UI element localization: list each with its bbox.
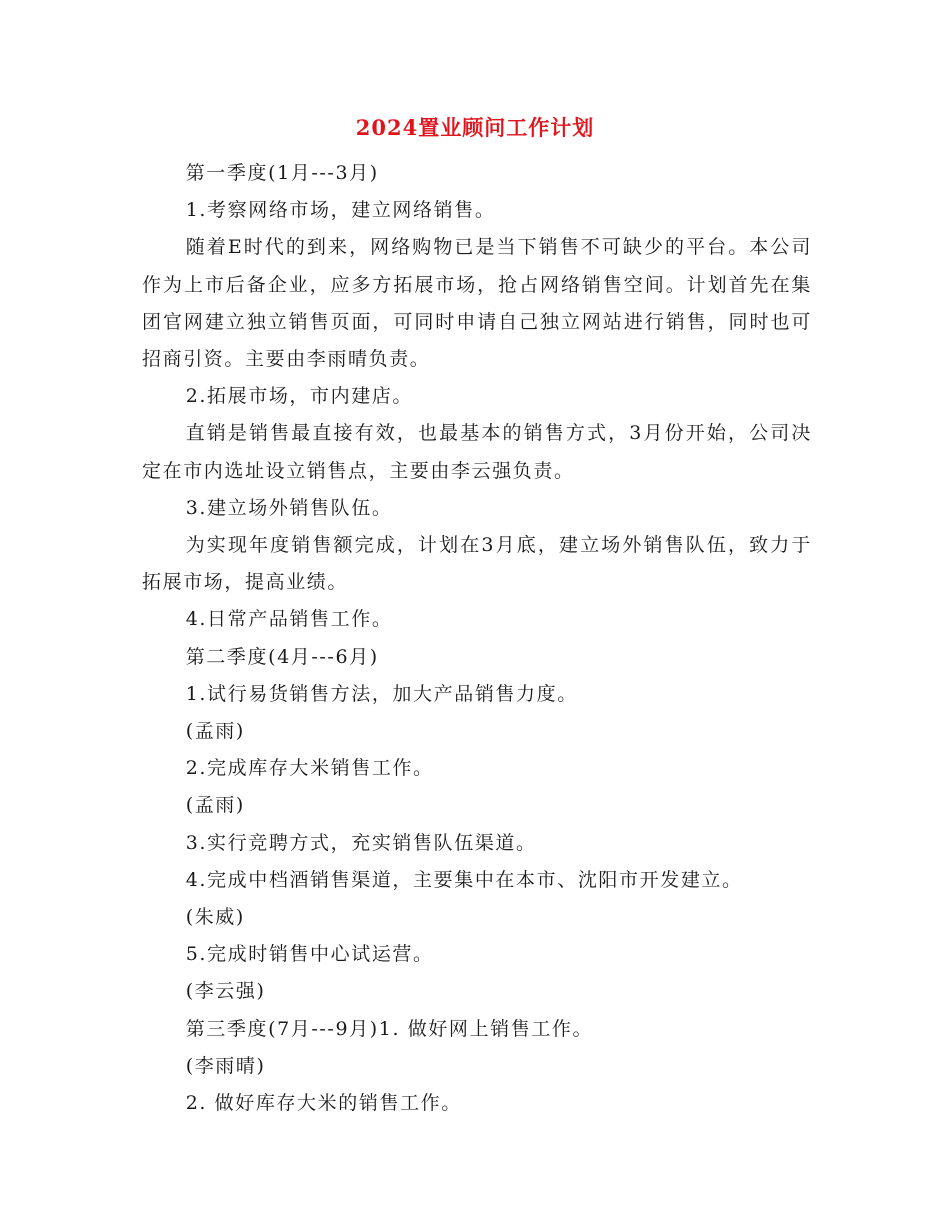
paragraph-item-4: 4.完成中档酒销售渠道，主要集中在本市、沈阳市开发建立。	[185, 868, 743, 891]
paragraph-owner: (李雨晴)	[185, 1054, 266, 1077]
paragraph-item-2: 2.完成库存大米销售工作。	[185, 757, 434, 780]
paragraph-q2-heading: 第二季度(4月---6月)	[185, 645, 379, 668]
paragraph-text: 直销是销售最直接有效，也最基本的销售方式，3月份开始，公司决定在市内选址设立销售点，主要由李云强负责。	[142, 422, 812, 482]
paragraph-q1-heading: 第一季度(1月---3月)	[185, 162, 379, 184]
paragraph-item-2: 2. 做好库存大米的销售工作。	[185, 1092, 462, 1115]
document-body	[142, 155, 812, 1122]
paragraph-item-3: 3.实行竞聘方式，充实销售队伍渠道。	[185, 831, 537, 854]
paragraph-owner: (孟雨)	[185, 720, 245, 743]
document-title: 2024置业顾问工作计划	[355, 115, 595, 140]
paragraph-item-3: 3.建立场外销售队伍。	[185, 496, 393, 519]
paragraph-owner: (孟雨)	[185, 794, 245, 817]
paragraph-q3-heading: 第三季度(7月---9月)1. 做好网上销售工作。	[185, 1017, 594, 1040]
paragraph-item-5: 5.完成时销售中心试运营。	[185, 943, 434, 966]
paragraph-text: 为实现年度销售额完成，计划在3月底，建立场外销售队伍，致力于拓展市场，提高业绩。	[142, 534, 812, 594]
paragraph-owner: (李云强)	[185, 980, 266, 1003]
paragraph-item-4: 4.日常产品销售工作。	[185, 608, 393, 631]
paragraph-owner: (朱威)	[185, 906, 245, 929]
paragraph-item-2: 2.拓展市场，市内建店。	[185, 385, 414, 408]
paragraph-item-1: 1.考察网络市场，建立网络销售。	[185, 199, 496, 222]
paragraph-text: 随着E时代的到来，网络购物已是当下销售不可缺少的平台。本公司作为上市后备企业，应多方拓展市场，抢占网络销售空间。计划首先在集团官网建立独立销售页面，可同时申请自己独立网站进行销售，同时也可招商引资。主要由李雨晴负责。	[142, 236, 812, 371]
paragraph-item-1: 1.试行易货销售方法，加大产品销售力度。	[185, 682, 578, 705]
